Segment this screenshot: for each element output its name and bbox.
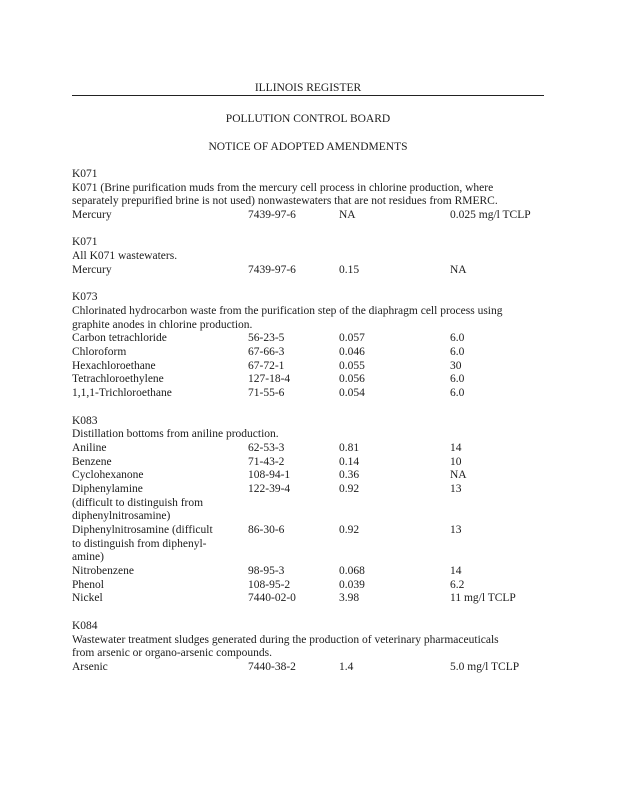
constituent-row: [72, 551, 544, 565]
constituent-name: Arsenic: [72, 660, 108, 673]
constituent-name: Benzene: [72, 455, 112, 468]
nonwastewater-standard: 13: [450, 482, 462, 495]
wastewater-standard: NA: [339, 209, 356, 222]
waste-description: from arsenic or organo-arsenic compounds.: [72, 647, 273, 660]
constituent-row: [72, 592, 544, 606]
wastewater-standard: 0.068: [339, 565, 365, 578]
waste-description: Wastewater treatment sludges generated during the production of veterinary pharmaceuticals: [72, 633, 499, 646]
cas-number: 127-18-4: [248, 373, 291, 386]
waste-code-section: [72, 415, 544, 607]
constituent-row: [72, 373, 544, 387]
waste-code: K083: [72, 414, 98, 427]
cas-number: 62-53-3: [248, 441, 285, 454]
register-title: ILLINOIS REGISTER: [254, 82, 362, 94]
waste-description: graphite anodes in chlorine production.: [72, 318, 253, 331]
cas-number: 7439-97-6: [248, 263, 296, 276]
notice-title: NOTICE OF ADOPTED AMENDMENTS: [208, 141, 408, 153]
waste-code: K073: [72, 291, 98, 304]
waste-description: Chlorinated hydrocarbon waste from the purification step of the diaphragm cell process using: [72, 304, 503, 317]
cas-number: 108-94-1: [248, 469, 291, 482]
nonwastewater-standard: 11 mg/l TCLP: [450, 592, 516, 605]
constituent-row: [72, 387, 544, 401]
cas-number: 108-95-2: [248, 578, 291, 591]
constituent-name: to distinguish from diphenyl-: [72, 537, 207, 550]
nonwastewater-standard: 14: [450, 441, 462, 454]
waste-code: K084: [72, 619, 98, 632]
cas-number: 7440-02-0: [248, 592, 296, 605]
wastewater-standard: 0.054: [339, 387, 365, 400]
cas-number: 56-23-5: [248, 332, 285, 345]
cas-number: 86-30-6: [248, 524, 285, 537]
constituent-row: [72, 346, 544, 360]
constituent-name: Mercury: [72, 209, 112, 222]
nonwastewater-standard: 6.0: [450, 346, 465, 359]
nonwastewater-standard: 5.0 mg/l TCLP: [450, 660, 520, 673]
constituent-row: [72, 456, 544, 470]
constituent-row: [72, 332, 544, 346]
constituent-name: Phenol: [72, 578, 104, 591]
wastewater-standard: 0.039: [339, 578, 365, 591]
constituent-name: Diphenylamine: [72, 482, 143, 495]
wastewater-standard: 1.4: [339, 660, 354, 673]
constituent-name: Mercury: [72, 263, 112, 276]
constituent-row: [72, 538, 544, 552]
constituent-row: [72, 209, 544, 223]
nonwastewater-standard: 14: [450, 565, 462, 578]
waste-code: K071: [72, 168, 98, 180]
nonwastewater-standard: 6.2: [450, 578, 465, 591]
waste-code: K071: [72, 236, 98, 249]
constituent-name: Nickel: [72, 592, 103, 605]
constituent-name: Hexachloroethane: [72, 359, 156, 372]
constituent-name: Nitrobenzene: [72, 565, 134, 578]
nonwastewater-standard: 13: [450, 524, 462, 537]
constituent-name: Aniline: [72, 441, 107, 454]
constituent-name: Carbon tetrachloride: [72, 332, 167, 345]
wastewater-standard: 0.81: [339, 441, 360, 454]
cas-number: 7440-38-2: [248, 660, 296, 673]
constituent-row: [72, 565, 544, 579]
waste-code-section: [72, 236, 544, 277]
wastewater-standard: 0.046: [339, 346, 365, 359]
waste-code-section: [72, 620, 544, 675]
waste-description: K071 (Brine purification muds from the mercury cell process in chlorine production, where: [72, 181, 494, 194]
board-title: POLLUTION CONTROL BOARD: [225, 113, 391, 125]
constituent-name: 1,1,1-Trichloroethane: [72, 387, 172, 400]
wastewater-standard: 0.056: [339, 373, 365, 386]
cas-number: 71-55-6: [248, 387, 285, 400]
waste-code-section: [72, 168, 544, 223]
cas-number: 122-39-4: [248, 482, 291, 495]
constituent-row: [72, 497, 544, 511]
constituent-name: Cyclohexanone: [72, 469, 144, 482]
waste-description: separately prepurified brine is not used) nonwastewaters that are not residues from RMERC.: [72, 195, 498, 208]
constituent-row: [72, 579, 544, 593]
constituent-name: Chloroform: [72, 346, 127, 359]
constituent-name: diphenylnitrosamine): [72, 510, 171, 523]
nonwastewater-standard: NA: [450, 263, 467, 276]
wastewater-standard: 0.92: [339, 524, 360, 537]
cas-number: 67-72-1: [248, 359, 285, 372]
nonwastewater-standard: NA: [450, 469, 467, 482]
constituent-row: [72, 510, 544, 524]
header-rule: [72, 95, 544, 96]
waste-description: Distillation bottoms from aniline production.: [72, 428, 279, 441]
constituent-row: [72, 442, 544, 456]
constituent-row: [72, 264, 544, 278]
cas-number: 7439-97-6: [248, 209, 296, 222]
constituent-name: Tetrachloroethylene: [72, 373, 164, 386]
nonwastewater-standard: 0.025 mg/l TCLP: [450, 209, 531, 222]
constituent-row: [72, 661, 544, 675]
wastewater-standard: 3.98: [339, 592, 360, 605]
constituent-row: [72, 524, 544, 538]
constituent-row: [72, 483, 544, 497]
waste-description: All K071 wastewaters.: [72, 250, 178, 263]
nonwastewater-standard: 6.0: [450, 332, 465, 345]
nonwastewater-standard: 10: [450, 455, 462, 468]
wastewater-standard: 0.14: [339, 455, 360, 468]
constituent-row: [72, 360, 544, 374]
constituent-name: (difficult to distinguish from: [72, 496, 204, 509]
nonwastewater-standard: 6.0: [450, 373, 465, 386]
constituent-name: Diphenylnitrosamine (difficult: [72, 524, 213, 537]
cas-number: 98-95-3: [248, 565, 285, 578]
constituent-name: amine): [72, 551, 104, 564]
wastewater-standard: 0.057: [339, 332, 365, 345]
wastewater-standard: 0.36: [339, 469, 360, 482]
wastewater-standard: 0.055: [339, 359, 365, 372]
nonwastewater-standard: 30: [450, 359, 462, 372]
wastewater-standard: 0.92: [339, 482, 360, 495]
constituent-row: [72, 469, 544, 483]
waste-code-listing: [72, 168, 544, 675]
wastewater-standard: 0.15: [339, 263, 360, 276]
waste-code-section: [72, 291, 544, 401]
cas-number: 71-43-2: [248, 455, 285, 468]
nonwastewater-standard: 6.0: [450, 387, 465, 400]
cas-number: 67-66-3: [248, 346, 285, 359]
